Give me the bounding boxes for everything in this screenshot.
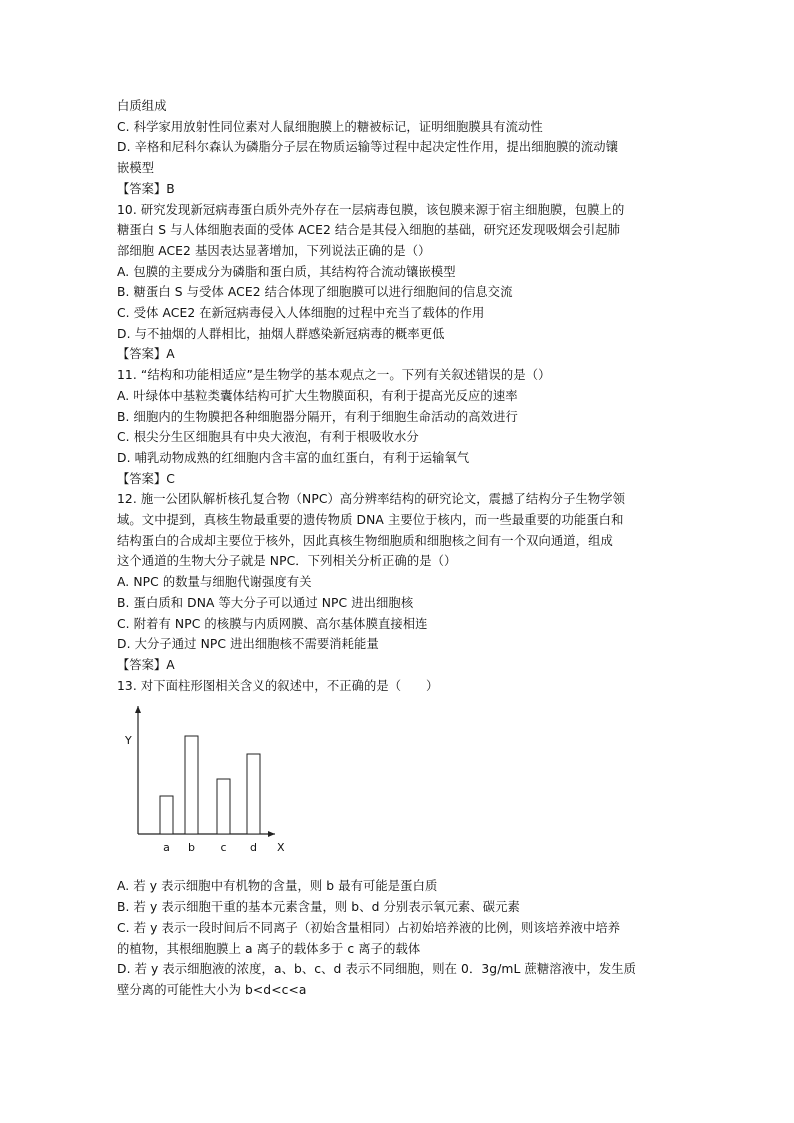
category-label-a: a xyxy=(163,841,170,855)
q12-stem-line4: 这个通道的生物大分子就是 NPC．下列相关分析正确的是（） xyxy=(117,554,457,569)
q12-stem-line1: 12. 施一公团队解析核孔复合物（NPC）高分辨率结构的研究论文，震撼了结构分子生物学领 xyxy=(117,492,626,507)
q11-option-d: D. 哺乳动物成熟的红细胞内含丰富的血红蛋白，有利于运输氧气 xyxy=(117,450,470,465)
bar-chart xyxy=(117,696,687,876)
q12-option-b: B. 蛋白质和 DNA 等大分子可以通过 NPC 进出细胞核 xyxy=(117,595,414,610)
q11-answer: 【答案】C xyxy=(117,471,175,486)
q12-option-d: D. 大分子通过 NPC 进出细胞核不需要消耗能量 xyxy=(117,637,379,652)
q11-option-a: A. 叶绿体中基粒类囊体结构可扩大生物膜面积，有利于提高光反应的速率 xyxy=(117,388,518,403)
q10-stem-line2: 糖蛋白 S 与人体细胞表面的受体 ACE2 结合是其侵入细胞的基础，研究还发现吸烟会引起肺 xyxy=(117,223,621,238)
q13-option-d-line1: D. 若 y 表示细胞液的浓度，a、b、c、d 表示不同细胞，则在 0．3g/mL 蔗糖溶液中，发生质 xyxy=(117,962,637,977)
bar-a xyxy=(160,796,173,834)
q12-answer: 【答案】A xyxy=(117,657,175,672)
q9-option-d-line1: D. 辛格和尼科尔森认为磷脂分子层在物质运输等过程中起决定性作用，提出细胞膜的流动镶 xyxy=(117,140,619,155)
x-axis-arrow xyxy=(268,831,275,837)
q12-option-c: C. 附着有 NPC 的核膜与内质网膜、高尔基体膜直接相连 xyxy=(117,616,428,631)
q13-option-d-line2: 壁分离的可能性大小为 b<d<c<a xyxy=(117,982,307,997)
q10-stem-line1: 10. 研究发现新冠病毒蛋白质外壳外存在一层病毒包膜，该包膜来源于宿主细胞膜，包膜上的 xyxy=(117,202,625,217)
q11-option-c: C. 根尖分生区细胞具有中央大液泡，有利于根吸收水分 xyxy=(117,430,419,445)
bar-d xyxy=(247,754,260,834)
q12-option-a: A. NPC 的数量与细胞代谢强度有关 xyxy=(117,575,312,590)
q10-option-c: C. 受体 ACE2 在新冠病毒侵入人体细胞的过程中充当了载体的作用 xyxy=(117,306,485,321)
bar-chart-container xyxy=(117,696,687,876)
q13-option-a: A. 若 y 表示细胞中有机物的含量，则 b 最有可能是蛋白质 xyxy=(117,879,438,894)
q10-option-a: A. 包膜的主要成分为磷脂和蛋白质，其结构符合流动镶嵌模型 xyxy=(117,264,456,279)
q11-option-b: B. 细胞内的生物膜把各种细胞器分隔开，有利于细胞生命活动的高效进行 xyxy=(117,409,518,424)
bar-c xyxy=(217,779,230,834)
category-label-c: c xyxy=(220,841,227,855)
x-axis-label: X xyxy=(277,841,285,855)
q9-option-d-line2: 嵌模型 xyxy=(117,161,155,176)
y-axis-arrow xyxy=(135,706,141,713)
q10-option-b: B. 糖蛋白 S 与受体 ACE2 结合体现了细胞膜可以进行细胞间的信息交流 xyxy=(117,285,513,300)
q9-answer: 【答案】B xyxy=(117,181,175,196)
q13-option-c-line2: 的植物，其根细胞膜上 a 离子的载体多于 c 离子的载体 xyxy=(117,941,421,956)
q13-option-c-line1: C. 若 y 表示一段时间后不同离子（初始含量相同）占初始培养液的比例，则该培养液中培养 xyxy=(117,920,621,935)
bar-b xyxy=(185,736,198,834)
document-page xyxy=(117,96,687,1001)
q11-stem: 11. “结构和功能相适应”是生物学的基本观点之一。下列有关叙述错误的是（） xyxy=(117,368,551,383)
bars-group xyxy=(160,736,260,834)
q10-option-d: D. 与不抽烟的人群相比，抽烟人群感染新冠病毒的概率更低 xyxy=(117,326,445,341)
y-axis-label: Y xyxy=(125,734,132,748)
q13-stem: 13. 对下面柱形图相关含义的叙述中，不正确的是（ ） xyxy=(117,678,439,693)
category-label-b: b xyxy=(188,841,195,855)
q10-stem-line3: 部细胞 ACE2 基因表达显著增加，下列说法正确的是（） xyxy=(117,243,431,258)
category-labels-group xyxy=(163,841,257,854)
q9-tail-line: 白质组成 xyxy=(117,99,167,113)
q9-option-c: C. 科学家用放射性同位素对人鼠细胞膜上的糖被标记，证明细胞膜具有流动性 xyxy=(117,119,543,134)
q12-stem-line2: 域。文中提到，真核生物最重要的遗传物质 DNA 主要位于核内，而一些最重要的功能蛋白和 xyxy=(117,513,624,528)
q12-stem-line3: 结构蛋白的合成却主要位于核外，因此真核生物细胞质和细胞核之间有一个双向通道，组成 xyxy=(117,533,613,548)
category-label-d: d xyxy=(250,841,257,855)
q10-answer: 【答案】A xyxy=(117,347,175,362)
q13-option-b: B. 若 y 表示细胞干重的基本元素含量，则 b、d 分别表示氧元素、碳元素 xyxy=(117,900,520,915)
